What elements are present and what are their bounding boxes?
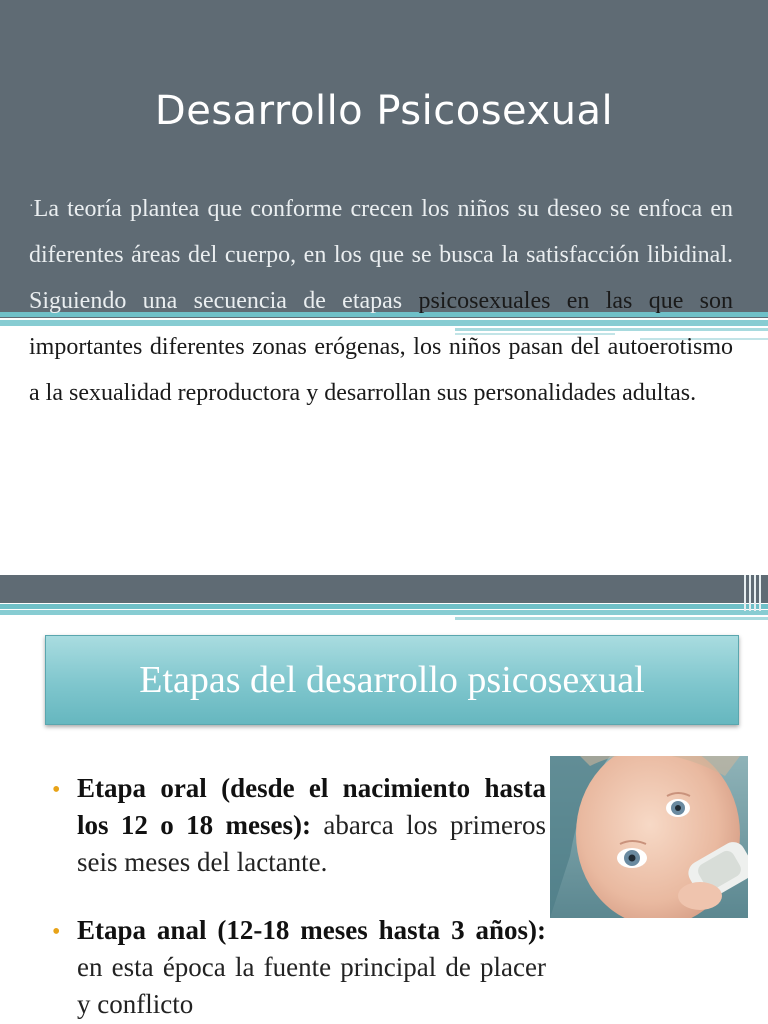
section-banner: Etapas del desarrollo psicosexual — [45, 635, 739, 725]
stage-description: abarca los primeros seis meses del lactante. — [77, 810, 546, 877]
accent-stripe — [0, 604, 768, 609]
slide-paragraph — [29, 184, 733, 416]
slide-title: Desarrollo Psicosexual — [154, 88, 614, 134]
baby-photo — [550, 756, 748, 918]
accent-stripe — [0, 610, 768, 615]
stage-name: Etapa oral (desde el nacimiento hasta los 12 o 18 meses): — [77, 773, 546, 840]
paragraph-bottom: psicosexuales en las que son importantes diferentes zonas erógenas, los niños pasan del autoerotismo a la sexualidad reproductora y desarrollan sus personalidades adultas. — [29, 288, 734, 406]
list-item — [52, 912, 546, 1023]
list-item — [52, 770, 546, 881]
bullet-list — [52, 770, 546, 1024]
decorative-lines — [744, 575, 762, 611]
stage-name: Etapa anal (12-18 meses hasta 3 años): — [77, 915, 546, 945]
bullet-icon: • — [52, 777, 61, 803]
paragraph-top: La teoría plantea que conforme crecen los niños su deseo se enfoca en diferentes áreas del cuerpo, en los que se busca la satisfacción libidinal. Siguiendo una secuencia de etapas — [29, 196, 733, 314]
accent-stripe — [455, 617, 768, 620]
bullet-icon: • — [52, 919, 61, 945]
slide-header-band — [0, 575, 768, 603]
stage-description: en esta época la fuente principal de placer y conflicto — [77, 952, 546, 1019]
slide-2 — [0, 575, 768, 1024]
bullet-dot: · — [29, 199, 34, 214]
